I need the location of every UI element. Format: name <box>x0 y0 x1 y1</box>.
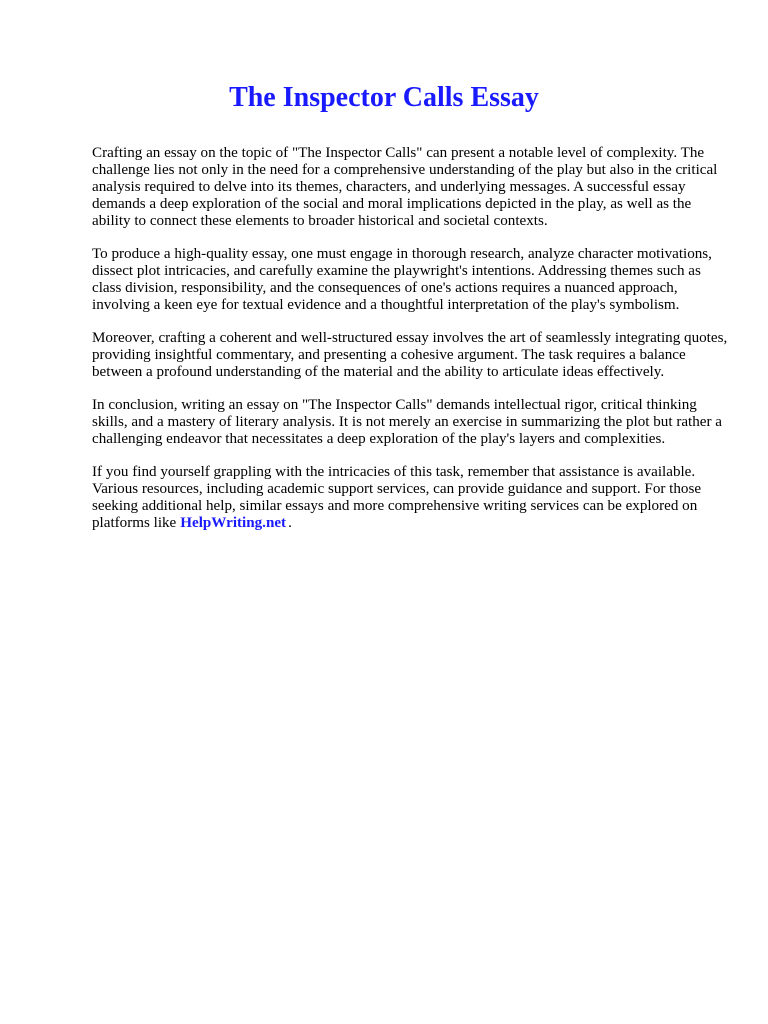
paragraph-3: Moreover, crafting a coherent and well-structured essay involves the art of seamlessly integrating quotes, providing insightful commentary, and presenting a cohesive argument. The task requires a balance between a profound understanding of the material and the ability to articulate ideas effectively. <box>92 330 728 380</box>
paragraph-5-end: . <box>288 515 292 531</box>
essay-body <box>92 145 732 548</box>
page-title: The Inspector Calls Essay <box>229 82 539 113</box>
paragraph-5-text: If you find yourself grappling with the intricacies of this task, remember that assistance is available. Various resources, including academic support services, can provide guidance and support. For those seeking additional help, similar essays and more comprehensive writing services can be explored on platforms like <box>92 464 702 531</box>
paragraph-2: To produce a high-quality essay, one must engage in thorough research, analyze character motivations, dissect plot intricacies, and carefully examine the playwright's intentions. Addressing themes such as class division, responsibility, and the consequences of one's actions requires a nuanced approach, involving a keen eye for textual evidence and a thoughtful interpretation of the play's symbolism. <box>92 246 712 313</box>
helpwriting-link[interactable]: HelpWriting.net <box>180 515 287 531</box>
paragraph-4: In conclusion, writing an essay on "The Inspector Calls" demands intellectual rigor, critical thinking skills, and a mastery of literary analysis. It is not merely an exercise in summarizing the plot but rather a challenging endeavor that necessitates a deep exploration of the play's layers and complexities. <box>92 397 722 447</box>
paragraph-5 <box>92 464 732 532</box>
paragraph-1: Crafting an essay on the topic of "The Inspector Calls" can present a notable level of complexity. The challenge lies not only in the need for a comprehensive understanding of the play but also in the critical analysis required to delve into its themes, characters, and underlying messages. A successful essay demands a deep exploration of the social and moral implications depicted in the play, as well as the ability to connect these elements to broader historical and societal contexts. <box>92 145 718 229</box>
